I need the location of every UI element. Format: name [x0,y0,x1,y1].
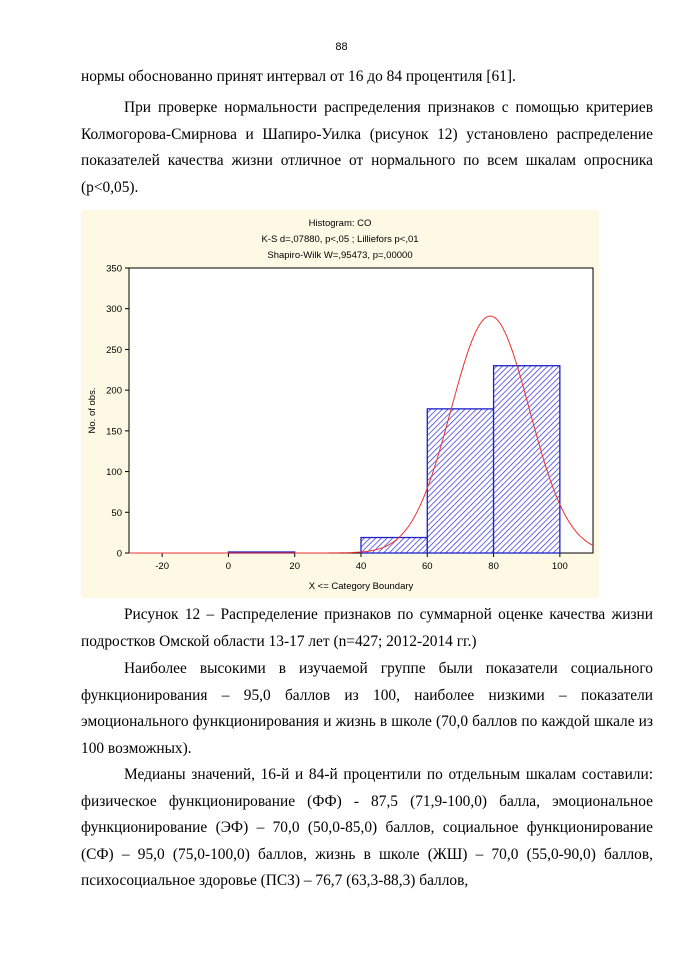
figure-caption: Рисунок 12 – Распределение признаков по суммарной оценке качества жизни подростков Омской области 13-17 лет (n=427; 2012-2014 гг.) [81,606,653,650]
paragraph-highest-lowest: Наиболее высокими в изучаемой группе были показатели социального функционирования – 95,0 баллов из 100, наиболее низкими – показатели эмоционального функционирования и жизнь в школе (70,0 баллов по каждой шкале из 100 возможных). [81,660,653,757]
x-tick-label: 60 [421,561,433,572]
histogram-bar-5 [494,366,560,553]
y-tick-label: 300 [106,304,122,316]
paragraph-continuation: нормы обоснованно принят интервал от 16 до 84 процентиля [61]. [81,68,516,85]
chart-subtitle-0: K-S d=,07880, p<,05 ; Lilliefors p<,01 [261,234,419,245]
chart-subtitle-1: Shapiro-Wilk W=,95473, p=,00000 [267,250,413,261]
paragraph-medians: Медианы значений, 16-й и 84-й процентили по отдельным шкалам составили: физическое функционирование (ФФ) - 87,5 (71,9-100,0) балла, эмоциональное функционирование (ЭФ) – 70,0 (50,0-85,0) баллов, социальное функционирование (СФ) – 95,0 (75,0-100,0) баллов, жизнь в школе (ЖШ) – 70,0 (55,0-90,0) баллов, психосоциальное здоровье (ПСЗ) – 76,7 (63,3-88,3) баллов, [81,766,653,889]
x-tick-label: 80 [488,561,499,572]
x-tick-label: 100 [551,561,568,572]
y-tick-label: 150 [106,426,122,438]
histogram-chart [81,210,599,598]
y-tick-label: 200 [106,385,122,397]
chart-title: Histogram: CO [308,218,372,229]
y-tick-label: 100 [106,467,122,479]
y-tick-label: 250 [106,344,122,356]
x-tick-label: 20 [289,561,301,572]
histogram-figure [81,210,599,598]
x-tick-label: 40 [355,561,367,572]
paragraph-normality-check: При проверке нормальности распределения признаков с помощью критериев Колмогорова-Смирнова и Шапиро-Уилка (рисунок 12) установлено распределение показателей качества жизни отличное от нормального по всем шкалам опросника (p<0,05). [81,99,653,196]
histogram-bar-4 [427,409,493,553]
page-number: 88 [335,41,348,53]
y-tick-label: 350 [106,263,122,275]
x-tick-label: -20 [155,561,170,572]
y-tick-label: 0 [116,548,122,560]
y-axis-label: No. of obs. [87,387,98,434]
y-tick-label: 50 [111,507,122,519]
x-tick-label: 0 [225,561,232,572]
x-axis-label: X <= Category Boundary [308,581,414,592]
